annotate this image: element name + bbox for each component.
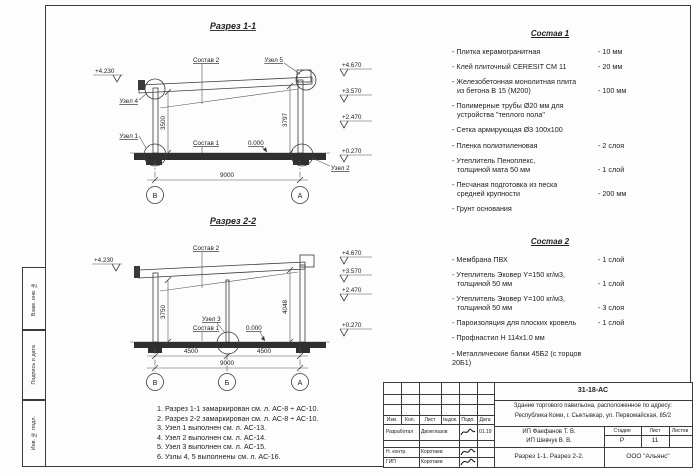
elev-4670: +4.670 [342,250,362,257]
elev-4670: +4.670 [342,62,362,69]
list-item: - Пленка полиэтиленовая - 2 слоя [452,140,625,150]
stamp-label: Инв. № подл. [31,415,37,451]
list-item: - Пароизоляция для плоских кровель - 1 слой [452,318,625,328]
stage-col: Стадия [613,428,631,434]
note-line: 4. Узел 2 выполнен см. л. АС-14. [157,432,267,442]
col-kol: Кол. [405,417,415,423]
list-item: - Железобетонная монолитная плита из бетона В 15 (М200) - 100 мм [452,77,627,96]
dim-3500: 3500 [160,115,167,131]
note-line: 1. Разрез 1-1 замаркирован см. л. АС-8 ÷ АС-10. [157,404,319,413]
axis-a: А [297,380,303,387]
section2-elevation-marks [92,250,372,336]
gip-role: ГИП [386,459,396,465]
section1-title: Разрез 1-1 [209,21,257,31]
section-1-1-drawing [50,16,380,212]
list-item: - Плитка керамогранитная - 10 мм [452,46,623,56]
list-item: - Полимерные трубы Ø20 мм для устройства "теплого пола" [452,101,564,120]
section2-title: Разрез 2-2 [209,216,257,226]
object-line2: Республика Коми, г. Сыктывкар, ул. Первомайская, 85/2 [514,413,672,419]
stamp-label: Подпись и дата [31,345,37,385]
sheet-col: Лист [649,428,661,434]
sostav1-callout: Состав 1 [193,140,220,147]
col-data: Дата [479,417,491,423]
sheet-number: 11 [651,437,659,444]
uzel5-label: Узел 5 [264,57,283,64]
stamp-vzam-inv [22,267,46,331]
sostav2-callout: Состав 2 [193,57,220,64]
elev-2470: +2.470 [342,114,362,121]
section2-structure [130,255,330,353]
uzel1-label: Узел 1 [119,133,138,140]
gip-name: Коротаев [421,459,443,465]
col-podp: Подп. [461,417,475,423]
axis-v: В [152,380,158,387]
stamp-label: Взам. инв. № [31,281,37,317]
section2-dimensions [147,267,309,391]
dim-9000: 9000 [219,172,235,179]
stamp-podpis-data [22,329,46,401]
dev-date: 01.19 [479,429,492,435]
col-ndok: №док. [442,417,458,423]
list-item: - Утеплитель Эковер Y=150 кг/м3, толщиной 50 мм - 1 слой [452,270,625,288]
list-item: - Утеплитель Пеноплекс, толщиной мата 50 мм - 1 слой [452,156,625,174]
elev-4230: +4.230 [94,257,114,264]
signature [460,447,476,457]
dev-name: Двоеглазов [421,429,448,435]
col-list: Лист [424,417,436,423]
dim-4500-right: 4500 [256,348,272,355]
list-item: - Клей плиточный CERESIT CM 11 - 20 мм [452,62,623,72]
sostav2-list [452,237,648,374]
notes-list [157,404,318,462]
note-line: 6. Узлы 4, 5 выполнены см. л. АС-16. [157,451,281,461]
section1-elevation-marks [93,62,372,162]
list-item: - Сетка армирующая Ø3 100х100 [452,125,563,135]
elev-4230: +4.230 [95,68,115,75]
section-2-2-drawing [50,210,380,406]
list-item: - Грунт основания [452,204,512,214]
elev-0270: +0.270 [342,322,362,329]
list-item: - Песчаная подготовка из песка средней крупности - 200 мм [452,180,627,198]
sostav2-title: Состав 2 [530,237,570,246]
signature [460,457,476,467]
nk-name: Коротаев [421,449,443,455]
level-zero: 0.000 [246,325,262,332]
axis-a: А [297,193,303,200]
list-item: - Утеплитель Эковер Y=100 кг/м3, толщиной 50 мм - 3 слоя [452,294,625,312]
dev-role: Разработал [386,429,414,435]
list-item: - Мембрана ПВХ - 1 слой [452,254,625,264]
uzel2-label: Узел 2 [331,165,350,172]
stage-value: Р [619,437,625,444]
client-2: ИП Шевчук В. В. [526,438,572,444]
dim-4048: 4048 [282,299,289,315]
note-line: 3. Узел 1 выполнен см. л. АС-13. [157,423,267,433]
axis-v: В [152,193,158,200]
company-name: ООО "Альянс" [626,453,670,460]
note-line: 5. Узел 3 выполнен см. л. АС-15. [157,442,267,452]
dim-3750: 3750 [160,304,167,320]
list-item: - Профнастил Н 114х1.0 мм [452,333,545,343]
col-izm: Изм. [386,417,398,423]
axis-b: Б [224,380,230,387]
client-1: ИП Фаефанов Т. В. [522,429,576,435]
sheets-col: Листов [671,428,689,434]
elev-3570: +3.570 [342,268,362,275]
list-item: - Металлические балки 45Б2 (с торцов 20Б1) [452,348,582,367]
uzel4-label: Узел 4 [119,98,138,105]
sostav2-callout: Состав 2 [193,245,220,252]
sostav1-callout: Состав 1 [193,325,220,332]
object-line1: Здание торгового павильона, расположенное по адресу: [513,403,673,409]
note-line: 2. Разрез 2-2 замаркирован см. л. АС-8 ÷ АС-10. [157,413,319,423]
title-block [383,382,693,468]
section1-dimensions [147,83,309,204]
sostav1-title: Состав 1 [530,29,570,38]
dim-4500-left: 4500 [183,348,199,355]
nk-role: Н. контр. [386,449,407,455]
signature [460,426,476,438]
uzel3-label: Узел 3 [202,316,221,323]
dim-9000: 9000 [219,360,235,367]
elev-3570: +3.570 [342,88,362,95]
sostav1-list [452,29,648,220]
elev-2470: +2.470 [342,287,362,294]
stamp-inv-podl [22,399,46,467]
dim-3797: 3797 [282,112,289,128]
elev-0270: +0.270 [342,148,362,155]
level-zero: 0.000 [248,140,264,147]
doc-code: 31-18-АС [577,387,609,394]
drawing-title: Разрез 1-1. Разрез 2-2. [514,453,584,460]
